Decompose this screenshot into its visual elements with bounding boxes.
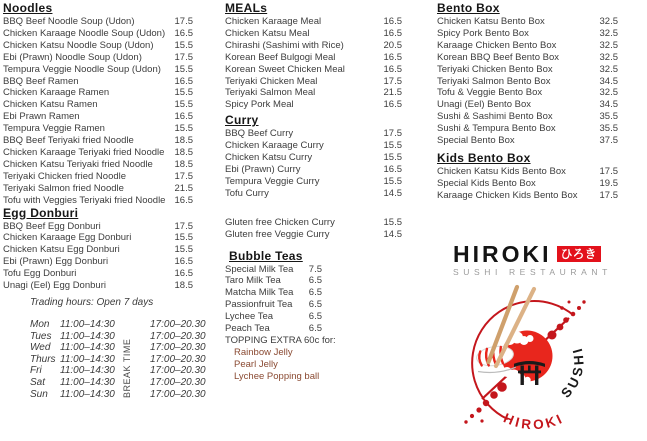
menu-item xyxy=(225,64,402,76)
item-name: Ebi Prawn Ramen xyxy=(3,111,80,123)
menu-item xyxy=(437,99,618,111)
brand-subtitle: SUSHI RESTAURANT xyxy=(453,267,612,277)
item-price: 6.5 xyxy=(308,323,322,335)
item-name: Tempura Veggie Ramen xyxy=(3,123,105,135)
item-price: 15.5 xyxy=(383,152,402,164)
section-egg-donburi xyxy=(3,207,193,292)
item-name: BBQ Beef Ramen xyxy=(3,75,79,87)
section-meals xyxy=(225,2,402,111)
item-price: 16.5 xyxy=(383,51,402,63)
item-name: Tempura Veggie Noodle Soup (Udon) xyxy=(3,63,161,75)
menu-item xyxy=(3,256,193,268)
item-name: Special Bento Box xyxy=(437,135,515,147)
item-name: Sushi & Sashimi Bento Box xyxy=(437,111,553,123)
item-name: Peach Tea xyxy=(225,323,270,335)
menu-item xyxy=(3,87,193,99)
item-name: Chicken Katsu Teriyaki fried Noodle xyxy=(3,158,153,170)
bento-box-heading: Bento Box xyxy=(437,1,500,15)
item-price: 17.5 xyxy=(383,75,402,87)
menu-item xyxy=(3,221,193,233)
item-name: Tofu Curry xyxy=(225,187,269,199)
item-name: Rainbow Jelly xyxy=(234,346,293,358)
hours-lunch: 11:00–14:30 xyxy=(60,330,115,342)
item-price: 32.5 xyxy=(599,51,618,63)
menu-item xyxy=(3,268,193,280)
menu-item xyxy=(225,16,402,28)
item-price: 17.5 xyxy=(174,220,193,232)
item-price: 17.5 xyxy=(599,189,618,201)
item-price: 15.5 xyxy=(383,140,402,152)
item-name: Lychee Popping ball xyxy=(234,370,320,382)
trading-hours xyxy=(30,297,222,400)
brand-row xyxy=(453,243,619,265)
menu-item xyxy=(437,40,618,52)
item-name: Chicken Karaage Meal xyxy=(225,16,322,27)
menu-item xyxy=(225,217,402,229)
menu-item xyxy=(225,188,402,200)
item-price: 16.5 xyxy=(174,194,193,206)
item-name: Teriyaki Chicken Meal xyxy=(225,75,318,87)
item-price: 16.5 xyxy=(383,27,402,39)
hours-lunch: 11:00–14:30 xyxy=(60,319,115,330)
menu-item xyxy=(3,52,193,64)
item-price: 15.5 xyxy=(383,175,402,187)
item-name: Chirashi (Sashimi with Rice) xyxy=(225,39,344,51)
menu-item xyxy=(3,232,193,244)
noodles-list xyxy=(3,16,193,207)
menu-item xyxy=(3,40,193,52)
hours-day: Tues xyxy=(30,330,52,342)
item-name: Chicken Katsu Meal xyxy=(225,27,310,39)
item-name: Unagi (Eel) Egg Donburi xyxy=(3,280,106,292)
hours-day: Sat xyxy=(30,376,46,388)
item-price: 16.5 xyxy=(174,27,193,39)
item-name: Chicken Karaage Ramen xyxy=(3,87,110,99)
item-price: 14.5 xyxy=(383,228,402,240)
item-name: BBQ Beef Curry xyxy=(225,128,294,140)
menu-item xyxy=(225,87,402,99)
item-name: Special Milk Tea xyxy=(225,263,294,275)
section-bubble-teas xyxy=(225,248,336,383)
item-price: 35.5 xyxy=(599,111,618,123)
hours-dinner: 17:00–20.30 xyxy=(150,388,206,400)
item-price: 16.5 xyxy=(383,63,402,75)
item-name: Tempura Veggie Curry xyxy=(225,175,320,187)
item-name: Special Kids Bento Box xyxy=(437,177,536,189)
item-name: Pearl Jelly xyxy=(234,358,278,370)
item-name: Unagi (Eel) Bento Box xyxy=(437,99,531,111)
item-price: 6.5 xyxy=(308,299,322,311)
hours-lunch: 11:00–14:30 xyxy=(60,376,115,388)
menu-item xyxy=(437,178,618,190)
bubble-teas-heading: Bubble Teas xyxy=(229,248,303,263)
item-name: BBQ Beef Egg Donburi xyxy=(3,220,101,232)
item-price: 16.5 xyxy=(174,256,193,268)
menu-item xyxy=(3,171,193,183)
item-name: Chicken Katsu Curry xyxy=(225,152,313,164)
item-name: Korean Sweet Chicken Meal xyxy=(225,63,345,75)
hours-day: Thurs xyxy=(30,353,56,365)
menu-item xyxy=(225,299,322,311)
item-name: Chicken Katsu Kids Bento Box xyxy=(437,165,566,177)
item-price: 15.5 xyxy=(174,244,193,256)
egg-donburi-heading: Egg Donburi xyxy=(3,205,79,220)
menu-item xyxy=(3,195,193,207)
item-name: Chicken Katsu Bento Box xyxy=(437,16,545,27)
kids-bento-box-list xyxy=(437,166,618,202)
item-price: 16.5 xyxy=(383,99,402,111)
menu-item xyxy=(437,111,618,123)
item-price: 16.5 xyxy=(174,268,193,280)
item-name: Chicken Karaage Teriyaki fried Noodle xyxy=(3,146,165,158)
item-name: Chicken Katsu Egg Donburi xyxy=(3,244,120,256)
item-name: Teriyaki Salmon fried Noodle xyxy=(3,182,124,194)
item-price: 15.5 xyxy=(174,87,193,99)
logo-text-sushi: SUSHI xyxy=(558,343,587,401)
hours-dinner: 17:00–20.30 xyxy=(150,319,206,330)
menu-item xyxy=(3,28,193,40)
hours-dinner: 17:00–20.30 xyxy=(150,342,206,354)
menu-item xyxy=(225,128,402,140)
item-price: 16.5 xyxy=(383,16,402,27)
item-name: Tofu & Veggie Bento Box xyxy=(437,87,543,99)
menu-item xyxy=(437,166,618,178)
egg-donburi-list xyxy=(3,221,193,292)
item-price: 6.5 xyxy=(308,311,322,323)
column-bento xyxy=(437,2,618,202)
menu-item xyxy=(225,347,322,359)
item-price: 6.5 xyxy=(308,275,322,287)
curry-heading: Curry xyxy=(225,113,259,128)
item-name: Korean BBQ Beef Bento Box xyxy=(437,51,559,63)
item-name: Spicy Pork Bento Box xyxy=(437,27,529,39)
item-name: Matcha Milk Tea xyxy=(225,287,294,299)
menu-item xyxy=(437,190,618,202)
menu-item xyxy=(3,147,193,159)
item-name: Teriyaki Salmon Meal xyxy=(225,87,316,99)
item-price: 35.5 xyxy=(599,123,618,135)
item-name: Karaage Chicken Bento Box xyxy=(437,39,557,51)
item-price: 17.5 xyxy=(174,170,193,182)
section-gluten-free xyxy=(225,217,402,241)
item-price: 15.5 xyxy=(174,39,193,51)
item-price: 32.5 xyxy=(599,63,618,75)
brand-wordmark xyxy=(453,243,619,277)
menu-item xyxy=(225,176,402,188)
menu-item xyxy=(225,76,402,88)
toppings-list xyxy=(225,347,322,383)
menu-item xyxy=(225,99,402,111)
item-name: Chicken Katsu Ramen xyxy=(3,99,98,111)
item-name: BBQ Beef Teriyaki fried Noodle xyxy=(3,135,134,147)
hours-lunch: 11:00–14:30 xyxy=(60,342,115,354)
menu-item xyxy=(225,311,322,323)
hours-day: Wed xyxy=(30,342,51,354)
item-price: 32.5 xyxy=(599,39,618,51)
logo-text-hiroki: HIROKI xyxy=(501,410,567,433)
item-price: 18.5 xyxy=(174,158,193,170)
item-name: Tofu Egg Donburi xyxy=(3,268,77,280)
item-price: 16.5 xyxy=(383,163,402,175)
item-name: Karaage Chicken Kids Bento Box xyxy=(437,189,578,201)
item-price: 16.5 xyxy=(174,75,193,87)
noodles-heading: Noodles xyxy=(3,1,53,15)
section-kids-bento-box xyxy=(437,152,618,202)
trading-hours-title: Trading hours: Open 7 days xyxy=(30,297,154,308)
menu-item xyxy=(225,275,322,287)
item-price: 20.5 xyxy=(383,39,402,51)
menu-item xyxy=(3,280,193,292)
menu-item xyxy=(3,111,193,123)
item-price: 15.5 xyxy=(174,63,193,75)
item-price: 14.5 xyxy=(383,187,402,199)
item-price: 15.5 xyxy=(174,99,193,111)
item-price: 34.5 xyxy=(599,75,618,87)
item-name: Chicken Karaage Curry xyxy=(225,140,324,152)
curry-list xyxy=(225,128,402,199)
item-name: Gluten free Veggie Curry xyxy=(225,228,330,240)
column-noodles xyxy=(3,2,193,292)
kids-bento-box-heading: Kids Bento Box xyxy=(437,150,531,165)
item-price: 34.5 xyxy=(599,99,618,111)
item-name: Teriyaki Salmon Bento Box xyxy=(437,75,551,87)
meals-heading: MEALs xyxy=(225,1,268,15)
item-price: 18.5 xyxy=(174,135,193,147)
item-name: Spicy Pork Meal xyxy=(225,99,294,111)
item-name: Teriyaki Chicken Bento Box xyxy=(437,63,553,75)
break-time-label: BREAK TIME xyxy=(122,338,132,398)
menu-item xyxy=(3,135,193,147)
item-price: 32.5 xyxy=(599,27,618,39)
hours-dinner: 17:00–20.30 xyxy=(150,353,206,365)
menu-item xyxy=(3,16,193,28)
item-price: 17.5 xyxy=(174,16,193,27)
brand-name: HIROKI xyxy=(453,241,552,267)
menu-item xyxy=(437,28,618,40)
item-price: 15.5 xyxy=(174,123,193,135)
item-name: Korean Beef Bulgogi Meal xyxy=(225,51,336,63)
brand-kanji-badge: ひろき xyxy=(557,246,601,262)
item-price: 7.5 xyxy=(308,263,322,275)
menu-item xyxy=(437,87,618,99)
item-price: 21.5 xyxy=(174,182,193,194)
menu-item xyxy=(225,264,322,276)
item-name: Chicken Karaage Egg Donburi xyxy=(3,232,132,244)
item-price: 19.5 xyxy=(599,177,618,189)
item-price: 17.5 xyxy=(383,128,402,140)
item-price: 32.5 xyxy=(599,16,618,27)
hours-day: Mon xyxy=(30,319,50,330)
menu-item xyxy=(3,244,193,256)
meals-list xyxy=(225,16,402,111)
item-name: Lychee Tea xyxy=(225,311,274,323)
item-price: 18.5 xyxy=(174,280,193,292)
menu-item xyxy=(225,229,402,241)
menu-item xyxy=(437,16,618,28)
hours-lunch: 11:00–14:30 xyxy=(60,353,115,365)
menu-item xyxy=(3,183,193,195)
section-curry xyxy=(225,114,402,199)
item-price: 15.5 xyxy=(174,232,193,244)
section-noodles xyxy=(3,2,193,207)
menu-item xyxy=(225,28,402,40)
menu-item xyxy=(437,123,618,135)
menu-item xyxy=(225,152,402,164)
menu-item xyxy=(225,371,322,383)
menu-item xyxy=(225,323,322,335)
item-price: 18.5 xyxy=(174,146,193,158)
item-name: Ebi (Prawn) Egg Donburi xyxy=(3,256,109,268)
hours-lunch: 11:00–14:30 xyxy=(60,365,115,377)
item-price: 17.5 xyxy=(174,51,193,63)
item-name: Sushi & Tempura Bento Box xyxy=(437,123,556,135)
item-name: BBQ Beef Noodle Soup (Udon) xyxy=(3,16,135,27)
bubble-teas-list xyxy=(225,264,322,335)
item-price: 6.5 xyxy=(308,287,322,299)
menu-item xyxy=(225,287,322,299)
hours-day: Sun xyxy=(30,388,48,400)
sushi-logo xyxy=(452,283,616,441)
menu-item xyxy=(225,52,402,64)
item-name: Ebi (Prawn) Noodle Soup (Udon) xyxy=(3,51,142,63)
item-name: Chicken Karaage Noodle Soup (Udon) xyxy=(3,27,166,39)
item-price: 17.5 xyxy=(599,165,618,177)
hours-lunch: 11:00–14:30 xyxy=(60,388,115,400)
item-name: Chicken Katsu Noodle Soup (Udon) xyxy=(3,39,154,51)
item-price: 32.5 xyxy=(599,87,618,99)
menu-item xyxy=(225,164,402,176)
menu-item xyxy=(437,135,618,147)
menu-item xyxy=(225,359,322,371)
item-name: Passionfruit Tea xyxy=(225,299,293,311)
hours-dinner: 17:00–20.30 xyxy=(150,330,206,342)
column-meals xyxy=(225,2,402,383)
menu-item xyxy=(3,159,193,171)
hours-dinner: 17:00–20.30 xyxy=(150,365,206,377)
item-name: Taro Milk Tea xyxy=(225,275,281,287)
hours-day: Fri xyxy=(30,365,42,377)
menu-item xyxy=(3,76,193,88)
menu-item xyxy=(3,99,193,111)
menu-item xyxy=(437,52,618,64)
menu-item xyxy=(3,64,193,76)
item-name: Gluten free Chicken Curry xyxy=(225,216,335,228)
hours-dinner: 17:00–20.30 xyxy=(150,376,206,388)
item-price: 16.5 xyxy=(174,111,193,123)
section-bento-box xyxy=(437,2,618,147)
item-name: Teriyaki Chicken fried Noodle xyxy=(3,170,127,182)
gluten-free-list xyxy=(225,217,402,241)
item-price: 15.5 xyxy=(383,216,402,228)
menu-item xyxy=(225,140,402,152)
item-name: Ebi (Prawn) Curry xyxy=(225,163,301,175)
menu-item xyxy=(437,64,618,76)
topping-note: TOPPING EXTRA 60c for: xyxy=(225,334,336,346)
item-price: 21.5 xyxy=(383,87,402,99)
item-price: 37.5 xyxy=(599,135,618,147)
menu-item xyxy=(225,40,402,52)
menu-item xyxy=(437,76,618,88)
menu-item xyxy=(3,123,193,135)
item-name: Tofu with Veggies Teriyaki fried Noodle xyxy=(3,194,166,206)
bento-box-list xyxy=(437,16,618,147)
